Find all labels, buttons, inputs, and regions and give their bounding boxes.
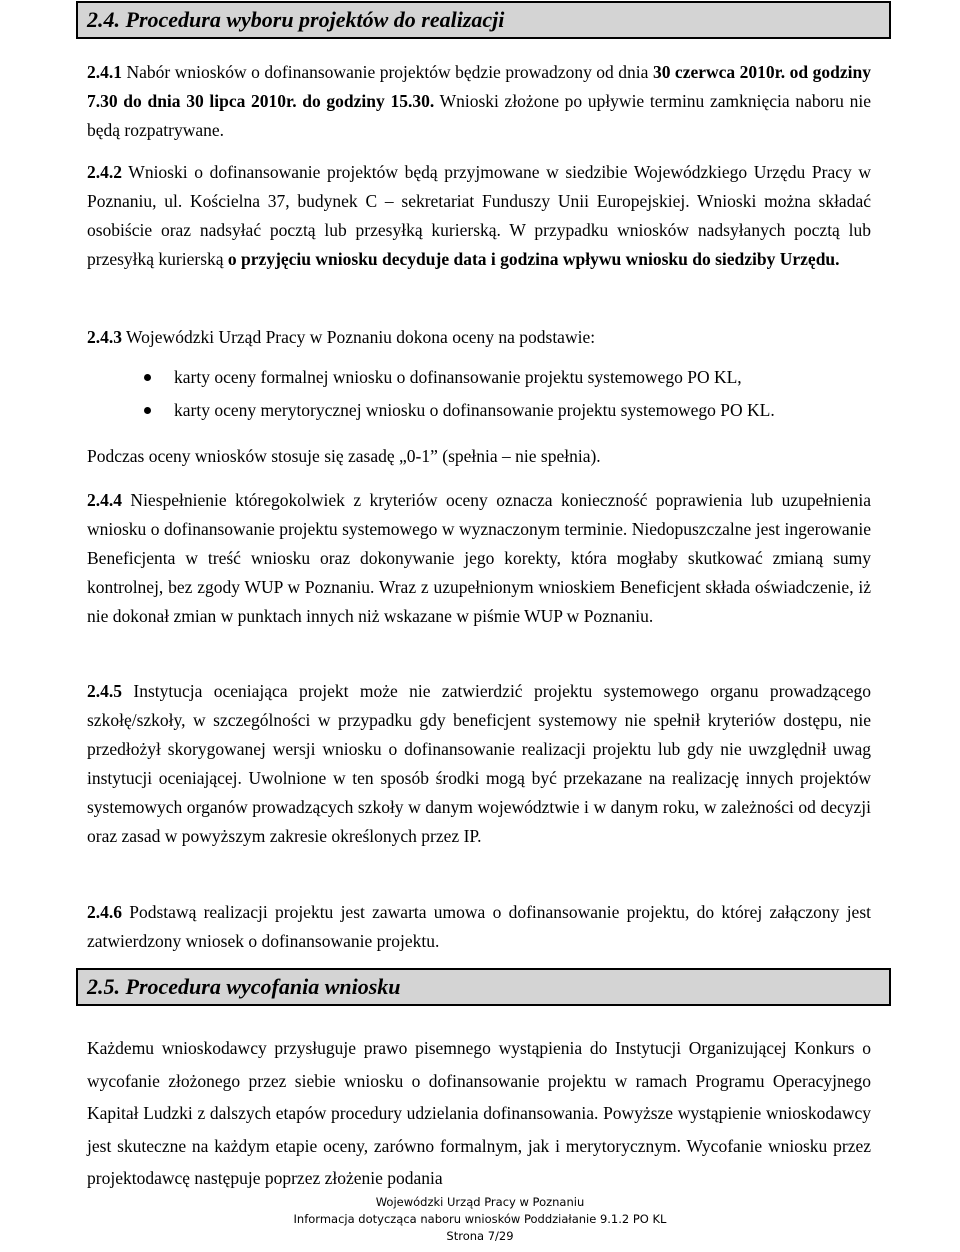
point-number: 2.4.1 <box>87 62 122 82</box>
section-heading-2-4: 2.4. Procedura wyboru projektów do realizacji <box>76 1 891 39</box>
page-footer <box>0 1194 960 1245</box>
paragraph-2-4-4: 2.4.4 Niespełnienie któregokolwiek z kryteriów oceny oznacza konieczność poprawienia lub uzupełnienia wniosku o dofinansowanie projektu systemowego w wyznaczonym terminie. Niedopuszczalne jest ingerowanie Beneficjenta w treść wniosku oraz dokonywanie jego korekty, która mogłaby skutkować zmianą sumy kontrolnej, bez zgody WUP w Poznaniu. Wraz z uzupełnionym wnioskiem Beneficjent składa oświadczenie, iż nie dokonał zmian w punktach innych niż wskazane w piśmie WUP w Poznaniu. <box>87 490 871 626</box>
paragraph-2-4-6: 2.4.6 Podstawą realizacji projektu jest zawarta umowa o dofinansowanie projektu, do której załączony jest zatwierdzony wniosek o dofinansowanie projektu. <box>87 902 871 951</box>
list-item: karty oceny merytorycznej wniosku o dofinansowanie projektu systemowego PO KL. <box>87 396 871 429</box>
point-number: 2.4.2 <box>87 162 122 182</box>
point-number: 2.4.4 <box>87 490 122 510</box>
evaluation-cards-list <box>87 363 871 429</box>
paragraph-2-5: Każdemu wnioskodawcy przysługuje prawo pisemnego wystąpienia do Instytucji Organizującej Konkurs o wycofanie złożonego przez siebie wniosku o dofinansowanie projektu w ramach Programu Operacyjnego Kapitał Ludzki z dalszych etapów procedury udzielania dofinansowania. Powyższe wystąpienie wnioskodawcy jest skuteczne na każdym etapie oceny, zarówno formalnym, jak i merytorycznym. Wycofanie wniosku przez projektodawcę następuje poprzez złożenie podania <box>87 1038 871 1188</box>
list-item: karty oceny formalnej wniosku o dofinansowanie projektu systemowego PO KL, <box>87 363 871 396</box>
decision-rule-text: o przyjęciu wniosku decyduje data i godzina wpływu wniosku do siedziby Urzędu. <box>227 249 840 269</box>
evaluation-rule: Podczas oceny wniosków stosuje się zasadę „0-1” (spełnia – nie spełnia). <box>87 446 601 466</box>
paragraph-2-4-5: 2.4.5 Instytucja oceniająca projekt może nie zatwierdzić projektu systemowego organu prowadzącego szkołę/szkoły, w szczególności w przypadku gdy beneficjent systemowy nie spełnił kryteriów dostępu, nie przedłożył skorygowanej wersji wniosku o dofinansowanie realizacji projektu lub gdy nie uwzględnił uwag instytucji oceniającej. Uwolnione w ten sposób środki mogą być przekazane na realizację innych projektów systemowych organów prowadzących szkoły w danym województwie i w danym roku, w zależności od decyzji oraz zasad w powyższym zakresie określonych przez IP. <box>87 681 871 846</box>
footer-info: Informacja dotycząca naboru wniosków Poddziałanie 9.1.2 PO KL <box>293 1212 667 1226</box>
point-number: 2.4.5 <box>87 681 122 701</box>
page-number: Strona 7/29 <box>446 1229 514 1243</box>
paragraph-2-4-1: 2.4.1 Nabór wniosków o dofinansowanie projektów będzie prowadzony od dnia 30 czerwca 2010r. od godziny 7.30 do dnia 30 lipca 2010r. do godziny 15.30. Wnioski złożone po upływie terminu zamknięcia naboru nie będą rozpatrywane. <box>87 62 872 140</box>
point-number: 2.4.6 <box>87 902 122 922</box>
point-number: 2.4.3 <box>87 327 122 347</box>
paragraph-2-4-2: 2.4.2 Wnioski o dofinansowanie projektów będą przyjmowane w siedzibie Wojewódzkiego Urzędu Pracy w Poznaniu, ul. Kościelna 37, budynek C – sekretariat Funduszy Unii Europejskiej. Wnioski można składać osobiście oraz nadsyłać pocztą lub przesyłką kurierską. W przypadku wniosków nadsyłanych pocztą lub przesyłką kurierską o przyjęciu wniosku decyduje data i godzina wpływu wniosku do siedziby Urzędu. <box>87 162 871 269</box>
deadline-text: 30 czerwca 2010r. od godziny 7.30 do dnia 30 lipca 2010r. do godziny 15.30. <box>87 62 872 111</box>
section-heading-2-5: 2.5. Procedura wycofania wniosku <box>76 968 891 1006</box>
paragraph-2-4-3: 2.4.3 Wojewódzki Urząd Pracy w Poznaniu dokona oceny na podstawie: <box>87 327 596 347</box>
footer-institution: Wojewódzki Urząd Pracy w Poznaniu <box>375 1195 585 1209</box>
